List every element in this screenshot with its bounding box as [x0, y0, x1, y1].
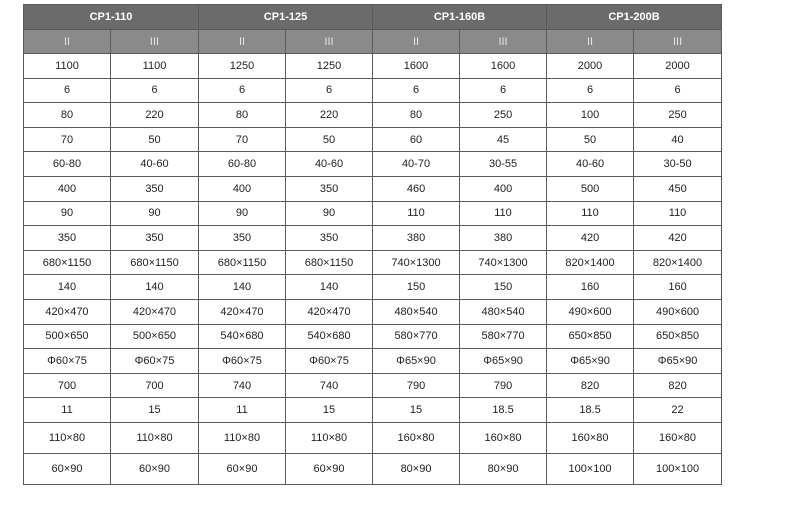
- table-cell: 680×1150: [286, 250, 373, 275]
- table-cell: 790: [373, 373, 460, 398]
- table-cell: 1250: [199, 54, 286, 79]
- table-row: [24, 152, 722, 177]
- table-cell: 820×1400: [547, 250, 634, 275]
- table-row: [24, 54, 722, 79]
- table-cell: 6: [24, 78, 111, 103]
- table-cell: 6: [286, 78, 373, 103]
- table-cell: 350: [199, 226, 286, 251]
- table-cell: 420×470: [286, 299, 373, 324]
- table-cell: 60×90: [199, 453, 286, 484]
- table-cell: 420: [634, 226, 722, 251]
- table-cell: 60×90: [24, 453, 111, 484]
- sub-header: III: [460, 30, 547, 54]
- table-cell: 490×600: [547, 299, 634, 324]
- table-cell: 1250: [286, 54, 373, 79]
- table-cell: 380: [373, 226, 460, 251]
- table-row: [24, 422, 722, 453]
- table-row: [24, 373, 722, 398]
- model-header: CP1-110: [24, 5, 199, 30]
- table-cell: 80: [199, 103, 286, 128]
- table-cell: 820: [634, 373, 722, 398]
- table-cell: 60-80: [24, 152, 111, 177]
- table-cell: 250: [634, 103, 722, 128]
- table-cell: 420: [547, 226, 634, 251]
- table-cell: 18.5: [460, 398, 547, 423]
- table-cell: 160×80: [547, 422, 634, 453]
- table-cell: 160: [634, 275, 722, 300]
- table-cell: 50: [111, 127, 199, 152]
- table-cell: 480×540: [460, 299, 547, 324]
- table-cell: 350: [111, 226, 199, 251]
- table-cell: 160×80: [460, 422, 547, 453]
- table-cell: 740×1300: [460, 250, 547, 275]
- table-cell: 50: [286, 127, 373, 152]
- table-cell: 420×470: [24, 299, 111, 324]
- table-cell: 680×1150: [24, 250, 111, 275]
- table-cell: 15: [111, 398, 199, 423]
- table-cell: 740×1300: [373, 250, 460, 275]
- table-cell: 90: [199, 201, 286, 226]
- sub-header: III: [111, 30, 199, 54]
- table-cell: 350: [111, 176, 199, 201]
- table-cell: 790: [460, 373, 547, 398]
- table-cell: 30-55: [460, 152, 547, 177]
- table-row: [24, 299, 722, 324]
- table-cell: 420×470: [199, 299, 286, 324]
- table-cell: 80: [24, 103, 111, 128]
- table-cell: 220: [111, 103, 199, 128]
- table-cell: 110×80: [199, 422, 286, 453]
- table-cell: 80×90: [460, 453, 547, 484]
- table-cell: 6: [373, 78, 460, 103]
- table-cell: Φ65×90: [373, 349, 460, 374]
- table-cell: Φ60×75: [199, 349, 286, 374]
- table-cell: 490×600: [634, 299, 722, 324]
- table-cell: 40-60: [286, 152, 373, 177]
- table-cell: 540×680: [286, 324, 373, 349]
- table-row: [24, 226, 722, 251]
- table-cell: 540×680: [199, 324, 286, 349]
- table-cell: 60-80: [199, 152, 286, 177]
- table-cell: 400: [199, 176, 286, 201]
- table-row: [24, 398, 722, 423]
- table-cell: 500: [547, 176, 634, 201]
- table-cell: 110×80: [111, 422, 199, 453]
- table-cell: 250: [460, 103, 547, 128]
- table-row: [24, 103, 722, 128]
- model-header-row: [24, 5, 722, 30]
- table-cell: 110: [634, 201, 722, 226]
- table-cell: 350: [24, 226, 111, 251]
- table-cell: 60×90: [111, 453, 199, 484]
- table-cell: 90: [111, 201, 199, 226]
- table-cell: 140: [111, 275, 199, 300]
- table-cell: 500×650: [24, 324, 111, 349]
- table-cell: 60: [373, 127, 460, 152]
- table-cell: 150: [373, 275, 460, 300]
- table-row: [24, 275, 722, 300]
- table-cell: 220: [286, 103, 373, 128]
- table-cell: 160: [547, 275, 634, 300]
- table-cell: 11: [24, 398, 111, 423]
- table-cell: 40-60: [111, 152, 199, 177]
- table-cell: 110: [460, 201, 547, 226]
- table-cell: 100: [547, 103, 634, 128]
- table-cell: 90: [24, 201, 111, 226]
- table-cell: 680×1150: [111, 250, 199, 275]
- table-cell: 80×90: [373, 453, 460, 484]
- table-cell: Φ60×75: [111, 349, 199, 374]
- table-cell: 450: [634, 176, 722, 201]
- table-cell: 110×80: [286, 422, 373, 453]
- sub-header: III: [286, 30, 373, 54]
- table-cell: 740: [286, 373, 373, 398]
- table-cell: 650×850: [547, 324, 634, 349]
- model-header: CP1-200B: [547, 5, 722, 30]
- table-cell: Φ65×90: [634, 349, 722, 374]
- table-cell: 15: [286, 398, 373, 423]
- table-cell: 6: [460, 78, 547, 103]
- table-cell: 110×80: [24, 422, 111, 453]
- sub-header: II: [373, 30, 460, 54]
- table-cell: 400: [24, 176, 111, 201]
- table-cell: 160×80: [634, 422, 722, 453]
- table-cell: 400: [460, 176, 547, 201]
- table-cell: 680×1150: [199, 250, 286, 275]
- table-cell: 350: [286, 176, 373, 201]
- table-cell: Φ65×90: [547, 349, 634, 374]
- table-cell: 6: [111, 78, 199, 103]
- table-cell: 50: [547, 127, 634, 152]
- table-cell: Φ65×90: [460, 349, 547, 374]
- table-cell: Φ60×75: [286, 349, 373, 374]
- table-cell: 30-50: [634, 152, 722, 177]
- table-cell: 700: [24, 373, 111, 398]
- table-cell: 580×770: [373, 324, 460, 349]
- table-cell: 22: [634, 398, 722, 423]
- table-cell: 380: [460, 226, 547, 251]
- table-cell: 500×650: [111, 324, 199, 349]
- table-cell: 90: [286, 201, 373, 226]
- table-row: [24, 453, 722, 484]
- table-cell: 350: [286, 226, 373, 251]
- table-row: [24, 78, 722, 103]
- sub-header: II: [547, 30, 634, 54]
- table-row: [24, 176, 722, 201]
- table-cell: 40-70: [373, 152, 460, 177]
- table-cell: 700: [111, 373, 199, 398]
- spec-table: [23, 4, 722, 485]
- table-cell: 1100: [24, 54, 111, 79]
- sub-header: II: [199, 30, 286, 54]
- table-cell: 480×540: [373, 299, 460, 324]
- spec-table-body: [24, 54, 722, 485]
- table-cell: 110: [547, 201, 634, 226]
- table-cell: 18.5: [547, 398, 634, 423]
- table-cell: 70: [24, 127, 111, 152]
- table-cell: 1100: [111, 54, 199, 79]
- table-cell: 40-60: [547, 152, 634, 177]
- table-cell: 11: [199, 398, 286, 423]
- table-cell: 650×850: [634, 324, 722, 349]
- table-row: [24, 127, 722, 152]
- table-cell: 2000: [547, 54, 634, 79]
- table-cell: 80: [373, 103, 460, 128]
- table-row: [24, 324, 722, 349]
- table-cell: Φ60×75: [24, 349, 111, 374]
- table-cell: 6: [199, 78, 286, 103]
- table-cell: 15: [373, 398, 460, 423]
- table-cell: 45: [460, 127, 547, 152]
- table-cell: 6: [634, 78, 722, 103]
- table-cell: 110: [373, 201, 460, 226]
- sub-header: III: [634, 30, 722, 54]
- table-cell: 820: [547, 373, 634, 398]
- table-cell: 100×100: [547, 453, 634, 484]
- table-cell: 420×470: [111, 299, 199, 324]
- table-row: [24, 250, 722, 275]
- table-cell: 1600: [373, 54, 460, 79]
- sub-header: II: [24, 30, 111, 54]
- table-cell: 100×100: [634, 453, 722, 484]
- table-cell: 6: [547, 78, 634, 103]
- table-cell: 70: [199, 127, 286, 152]
- table-cell: 460: [373, 176, 460, 201]
- table-cell: 160×80: [373, 422, 460, 453]
- table-cell: 140: [286, 275, 373, 300]
- table-cell: 2000: [634, 54, 722, 79]
- table-row: [24, 349, 722, 374]
- table-cell: 1600: [460, 54, 547, 79]
- sub-header-row: [24, 30, 722, 54]
- model-header: CP1-160B: [373, 5, 547, 30]
- table-cell: 150: [460, 275, 547, 300]
- table-cell: 40: [634, 127, 722, 152]
- table-cell: 820×1400: [634, 250, 722, 275]
- model-header: CP1-125: [199, 5, 373, 30]
- table-cell: 740: [199, 373, 286, 398]
- table-cell: 580×770: [460, 324, 547, 349]
- table-cell: 140: [199, 275, 286, 300]
- table-row: [24, 201, 722, 226]
- table-cell: 60×90: [286, 453, 373, 484]
- table-cell: 140: [24, 275, 111, 300]
